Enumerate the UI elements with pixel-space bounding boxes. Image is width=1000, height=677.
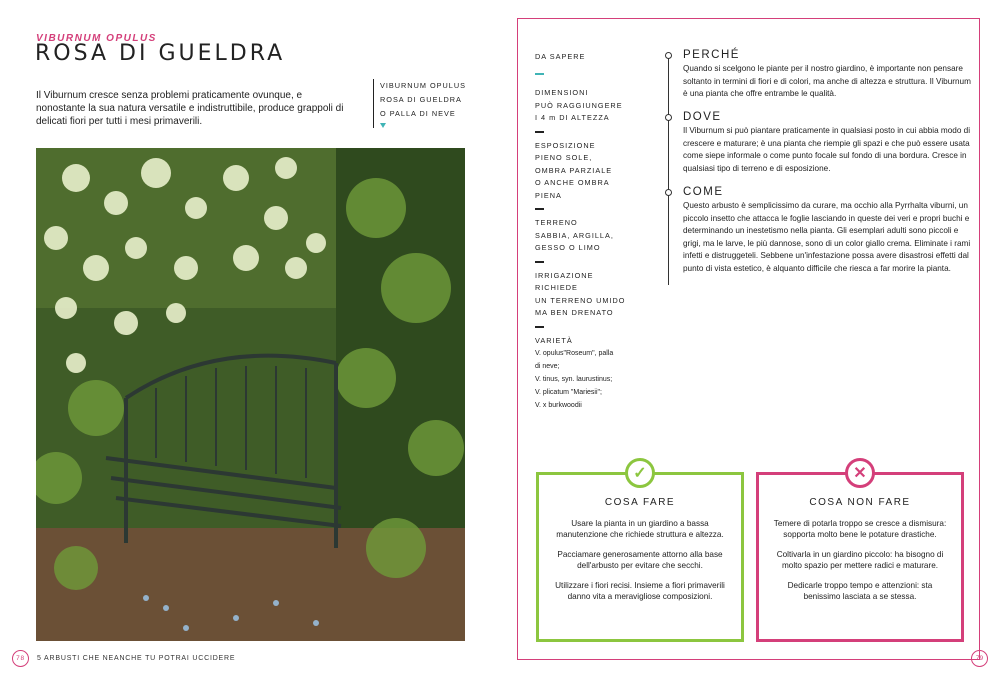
section-heading: COME — [683, 186, 724, 198]
section-text: Questo arbusto è semplicissimo da curare, ma occhio alla Pyrrhalta viburni, un piccolo insetto che attacca le foglie lasciando in queste dei veri e propri buchi e determinando un inestetismo nella pianta. Gli esemplari adulti sono piccoli e grigi, ma le larve, le più dannose, sono di un color giallo crema. Eliminate i rami infetti e distruggeteli. Sebbene un'infestazione possa avere disastrosi effetti dal punto di vista estetico, è alquanto difficile che riesca a far morire la pianta. — [683, 201, 971, 273]
section-perche — [683, 49, 973, 101]
common-name: ROSA DI GUELDRA — [380, 95, 462, 104]
divider — [535, 261, 544, 263]
divider — [535, 208, 544, 210]
section-heading: DOVE — [683, 111, 722, 123]
timeline-dot — [665, 189, 672, 196]
footer-left — [12, 650, 235, 667]
fact-value: OMBRA PARZIALE — [535, 165, 613, 175]
page-number-left: 78 — [12, 650, 29, 667]
do-box-title: COSA FARE — [604, 497, 676, 508]
variety-item: V. opulus"Roseum", palla — [535, 350, 614, 357]
chapter-title: 5 ARBUSTI CHE NEANCHE TU POTRAI UCCIDERE — [37, 655, 236, 662]
variety-item: V. x burkwoodii — [535, 402, 582, 409]
checkmark-icon: ✓ — [625, 458, 655, 488]
fact-label: IRRIGAZIONE — [535, 270, 594, 280]
dont-item: Temere di potarla troppo se cresce a dismisura: sopporta molto bene le potature drastiche. — [773, 519, 947, 539]
facts-column — [535, 52, 647, 412]
do-box — [536, 465, 744, 642]
section-dove — [683, 111, 973, 175]
common-name: O PALLA DI NEVE — [380, 109, 456, 118]
section-come — [683, 186, 973, 276]
fact-value: MA BEN DRENATO — [535, 308, 614, 317]
fact-value: O ANCHE OMBRA — [535, 178, 610, 187]
dont-box-title: COSA NON FARE — [809, 497, 911, 508]
fact-label: TERRENO — [535, 218, 578, 227]
section-heading: PERCHÉ — [683, 49, 740, 61]
garden-bench-illustration — [36, 148, 465, 641]
cross-icon: ✕ — [845, 458, 875, 488]
fact-value: RICHIEDE — [535, 283, 578, 292]
fact-value: PIENA — [535, 190, 562, 200]
fact-value: PIENO SOLE, — [535, 153, 593, 162]
timeline-dot — [665, 52, 672, 59]
fact-value: PUÒ RAGGIUNGERE — [535, 100, 623, 110]
common-names-sidebar — [373, 79, 473, 128]
page-number-right: 79 — [971, 650, 988, 667]
dont-item: Dedicarle troppo tempo e attenzioni: sta benissimo lasciata a se stessa. — [787, 581, 933, 601]
garden-bench-photo — [36, 148, 465, 641]
do-item: Pacciamare generosamente attorno alla base dell'arbusto per evitare che secchi. — [557, 550, 723, 570]
variety-item: V. tinus, syn. laurustinus; — [535, 376, 613, 383]
variety-item: V. plicatum "Mariesii"; — [535, 389, 602, 396]
latin-name: VIBURNUM OPULUS — [36, 33, 157, 44]
dont-box — [756, 465, 964, 642]
timeline-line — [668, 56, 669, 285]
down-triangle-icon — [380, 123, 386, 128]
divider — [535, 326, 544, 328]
page-title: ROSA DI GUELDRA — [35, 41, 286, 66]
fact-value: I 4 m DI ALTEZZA — [535, 113, 610, 122]
fact-value: GESSO O LIMO — [535, 243, 601, 252]
teal-divider — [535, 73, 544, 75]
fact-label: VARIETÀ — [535, 335, 573, 345]
intro-paragraph: Il Viburnum cresce senza problemi praticamente ovunque, e nonostante la sua natura versatile e indistruttibile, produce grappoli di delicati fiori per tutti i mesi primaverili. — [36, 90, 344, 127]
do-item: Utilizzare i fiori recisi. Insieme a fiori primaverili danno vita a meravigliose composizioni. — [555, 581, 725, 601]
facts-heading: DA SAPERE — [535, 52, 586, 61]
fact-label: DIMENSIONI — [535, 88, 589, 97]
section-text: Quando si scelgono le piante per il nostro giardino, è importante non pensare soltanto in termini di fiori e di colori, ma anche di altezza e struttura. Il Viburnum è una pianta che offre entrambe le qualità. — [683, 64, 971, 99]
divider — [535, 131, 544, 133]
dont-item: Coltivarla in un giardino piccolo: ha bisogno di molto spazio per mettere radici e maturare. — [776, 550, 944, 570]
fact-label: ESPOSIZIONE — [535, 140, 596, 150]
fact-value: UN TERRENO UMIDO — [535, 295, 626, 305]
fact-value: SABBIA, ARGILLA, — [535, 230, 614, 240]
common-name: VIBURNUM OPULUS — [380, 81, 466, 90]
section-text: Il Viburnum si può piantare praticamente in qualsiasi posto in cui abbia modo di crescere e maturare; è una pianta che riempie gli spazi e che può essere usata come siepe informale o come punto focale sul fondo di una bordura. Cresce in qualsiasi tipo di terreno e di esposizione. — [683, 126, 971, 173]
variety-item: di neve; — [535, 363, 560, 370]
do-item: Usare la pianta in un giardino a bassa manutenzione che richiede struttura e altezza. — [556, 519, 724, 539]
timeline-dot — [665, 114, 672, 121]
